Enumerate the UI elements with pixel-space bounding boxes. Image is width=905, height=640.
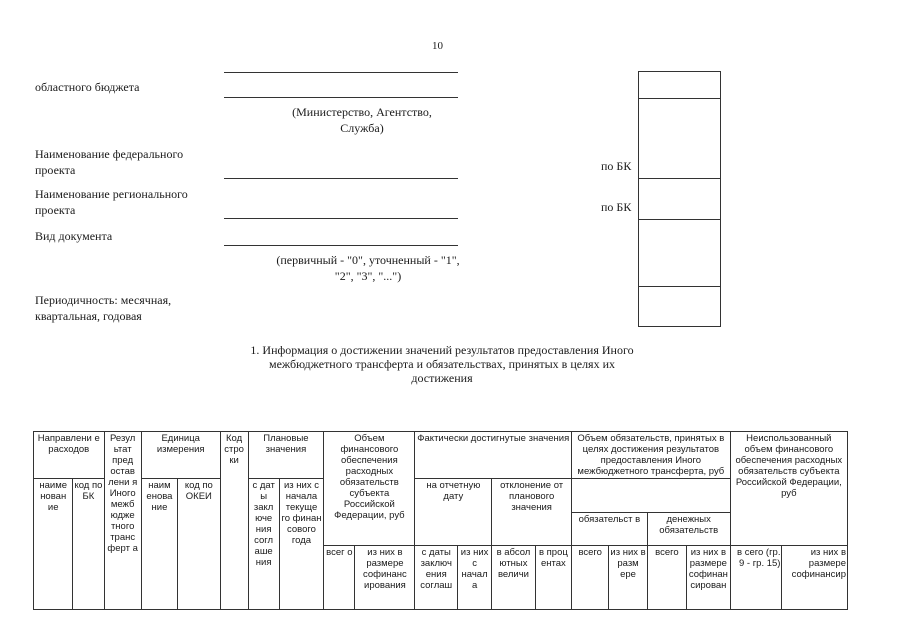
subheader-monetary-total: всего [647, 546, 686, 610]
subheader-oblig-of-which: из них в разм ере [609, 546, 647, 610]
regional-project-label: Наименование регионального проекта [35, 187, 188, 217]
subheader-since-start: из них с начал а [457, 546, 491, 610]
doc-type-hint: (первичный - "0", уточненный - "1", "2", "3", "...") [276, 253, 460, 283]
periodicity-label: Периодичность: месячная, квартальная, годовая [35, 293, 172, 323]
page-number: 10 [432, 40, 443, 52]
subheader-report-date: на отчетную дату [415, 479, 492, 546]
doc-type-label: Вид документа [35, 229, 113, 243]
header-fin-volume: Объем финансового обеспечения расходных обязательств субъекта Российской Федерации, руб [324, 432, 415, 546]
results-table [33, 431, 848, 610]
subheader-oblig-total: всего [572, 546, 609, 610]
subheader-unit-name: наим енова ние [141, 479, 177, 610]
subheader-name: наиме нован ие [34, 479, 73, 610]
subheader-obligatory: обязательст в [572, 513, 648, 546]
subheader-total: всег о [324, 546, 355, 610]
bk-label: по БК [601, 200, 632, 214]
code-box-divider [639, 219, 720, 220]
subheader-monetary: денежных обязательств [647, 513, 730, 546]
header-direction: Направлени е расходов [34, 432, 105, 479]
federal-project-label: Наименование федерального проекта [35, 147, 184, 177]
fill-line [224, 218, 458, 219]
header-line-code: Код стро ки [220, 432, 248, 610]
fill-line [224, 245, 458, 246]
subheader-absolute: в абсол ютных величи [492, 546, 536, 610]
code-box-divider [639, 178, 720, 179]
header-obligations: Объем обязательств, принятых в целях достижения результатов предоставления Иного межбюджетного трансферта, руб [572, 432, 731, 479]
subheader-deviation: отклонение от планового значения [492, 479, 572, 546]
code-box-divider [639, 98, 720, 99]
subheader-agreement-date: с дат ы закл юче ния согл аше ния [248, 479, 279, 610]
ministry-hint: (Министерство, Агентство, Служба) [292, 105, 432, 135]
subheader-percent: в проц ентах [535, 546, 571, 610]
subheader-okei: код по ОКЕИ [178, 479, 221, 610]
regional-budget-label: областного бюджета [35, 80, 140, 94]
header-planned: Плановые значения [248, 432, 324, 479]
section-title: 1. Информация о достижении значений результатов предоставления Иного межбюджетного трансферта и обязательствах, принятых в целях их достижения [250, 343, 634, 385]
bk-label: по БК [601, 159, 632, 173]
subheader-of-which-current: из них с начала текуще го финан сового года [279, 479, 324, 610]
fill-line [224, 97, 458, 98]
code-box [638, 71, 721, 327]
header-result: Резул ьтат пред остав лени я Иного межб юдже тного транс ферт а [104, 432, 141, 610]
subheader-bk-code: код по БК [73, 479, 104, 610]
subheader-monetary-cofin: из них в размере софинан сирован [687, 546, 731, 610]
fill-line [224, 72, 458, 73]
code-box-divider [639, 286, 720, 287]
subheader-cofin: из них в размере софинанс ирования [355, 546, 415, 610]
subheader-since-agreement: с даты заключ ения соглаш [415, 546, 458, 610]
header-actual: Фактически достигнутые значения [415, 432, 572, 479]
header-unused: Неиспользованный объем финансового обеспечения расходных обязательств субъекта Российской Федерации, руб [730, 432, 847, 546]
fill-line [224, 178, 458, 179]
subheader-unused-total: в сего (гр. 9 - гр. 15) [730, 546, 782, 610]
header-unit: Единица измерения [141, 432, 220, 479]
obligations-spacer [572, 479, 731, 513]
subheader-unused-cofin: из них в размере софинансир [782, 546, 848, 610]
